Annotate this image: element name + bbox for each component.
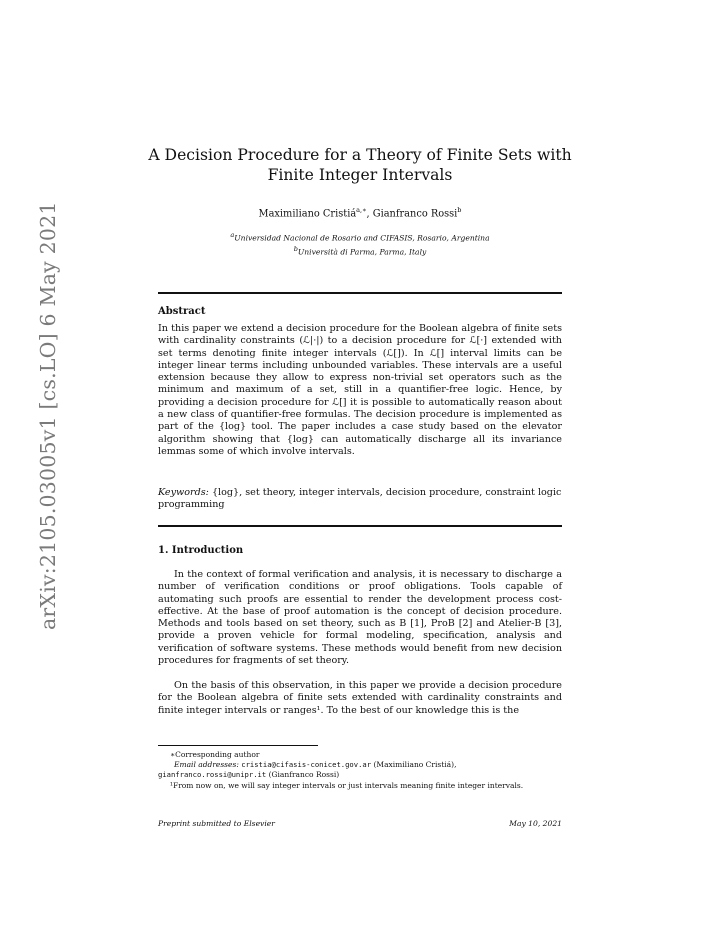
intro-heading: 1. Introduction xyxy=(158,545,244,556)
arxiv-stamp: arXiv:2105.03005v1 [cs.LO] 6 May 2021 xyxy=(36,201,60,630)
email-link-1[interactable]: cristia@cifasis-conicet.gov.ar xyxy=(241,760,372,769)
affiliation-a: $^a$Universidad Nacional de Rosario and CIFASIS, Rosario, Argentina xyxy=(230,231,490,243)
author-1-mark: a,∗ xyxy=(356,206,367,214)
footnote-rule xyxy=(158,745,318,746)
author-1: Maximiliano Cristiá xyxy=(258,208,357,220)
abstract-top-rule xyxy=(158,292,562,294)
intro-paragraph-1: In the context of formal verification and analysis, it is necessary to discharge a number of verification conditions or proof obligations. Tools capable of automating such proofs are essential to render the development process cost-effective. At the base of proof automation is the concept of decision procedure. Methods and tools based on set theory, such as B [1], ProB [2] and Atelier-B [3], provide a proven vehicle for formal modeling, specification, analysis and verification of software systems. These methods would benefit from new decision procedures for fragments of set theory. xyxy=(158,569,562,667)
author-2-mark: b xyxy=(457,206,462,214)
abstract-text: In this paper we extend a decision procedure for the Boolean algebra of finite sets with cardinality constraints (ℒ|·|) to a decision procedure for ℒ[·] extended with set terms denoting finite integer intervals (ℒ[]). In ℒ[] interval limits can be integer linear terms including unbounded variables. These intervals are a useful extension because they allow to express non-trivial set operators such as the minimum and maximum of a set, still in a quantifier-free logic. Hence, by providing a decision procedure for ℒ[] it is possible to automatically reason about a new class of quantifier-free formulas. The decision procedure is implemented as part of the {log} tool. The paper includes a case study based on the elevator algorithm showing that {log} can automatically discharge all its invariance lemmas some of which involve intervals. xyxy=(158,323,562,457)
intro-paragraph-2: On the basis of this observation, in this paper we provide a decision procedure for the Boolean algebra of finite sets extended with cardinality constraints and finite integer intervals or ranges¹. To the best of our knowledge this is the xyxy=(158,680,562,716)
paper-title xyxy=(140,145,580,185)
keywords-label: Keywords: xyxy=(158,487,209,498)
abstract-heading: Abstract xyxy=(158,306,206,317)
email-link-2[interactable]: gianfranco.rossi@unipr.it xyxy=(158,770,267,779)
footer-right: May 10, 2021 xyxy=(509,819,562,828)
title-line-2: Finite Integer Intervals xyxy=(267,166,453,184)
footer-left: Preprint submitted to Elsevier xyxy=(158,819,275,828)
keywords-text: {log}, set theory, integer intervals, decision procedure, constraint logic programming xyxy=(158,487,562,511)
title-line-1: A Decision Procedure for a Theory of Finite Sets with xyxy=(148,146,572,164)
authors xyxy=(158,206,562,219)
abstract-bottom-rule xyxy=(158,525,562,527)
keywords xyxy=(158,487,562,512)
footnote-emails: Email addresses: cristia@cifasis-conicet.gov.ar (Maximiliano Cristiá), gianfranco.rossi@unipr.it (Gianfranco Rossi) xyxy=(158,760,457,779)
footnote-corresponding: ∗Corresponding author xyxy=(170,750,260,759)
author-2: , Gianfranco Rossi xyxy=(366,208,458,220)
affiliations xyxy=(158,230,562,257)
affiliation-b: $^b$Università di Parma, Parma, Italy xyxy=(293,244,427,257)
footnote-1: ¹From now on, we will say integer intervals or just intervals meaning finite integer intervals. xyxy=(170,781,524,790)
